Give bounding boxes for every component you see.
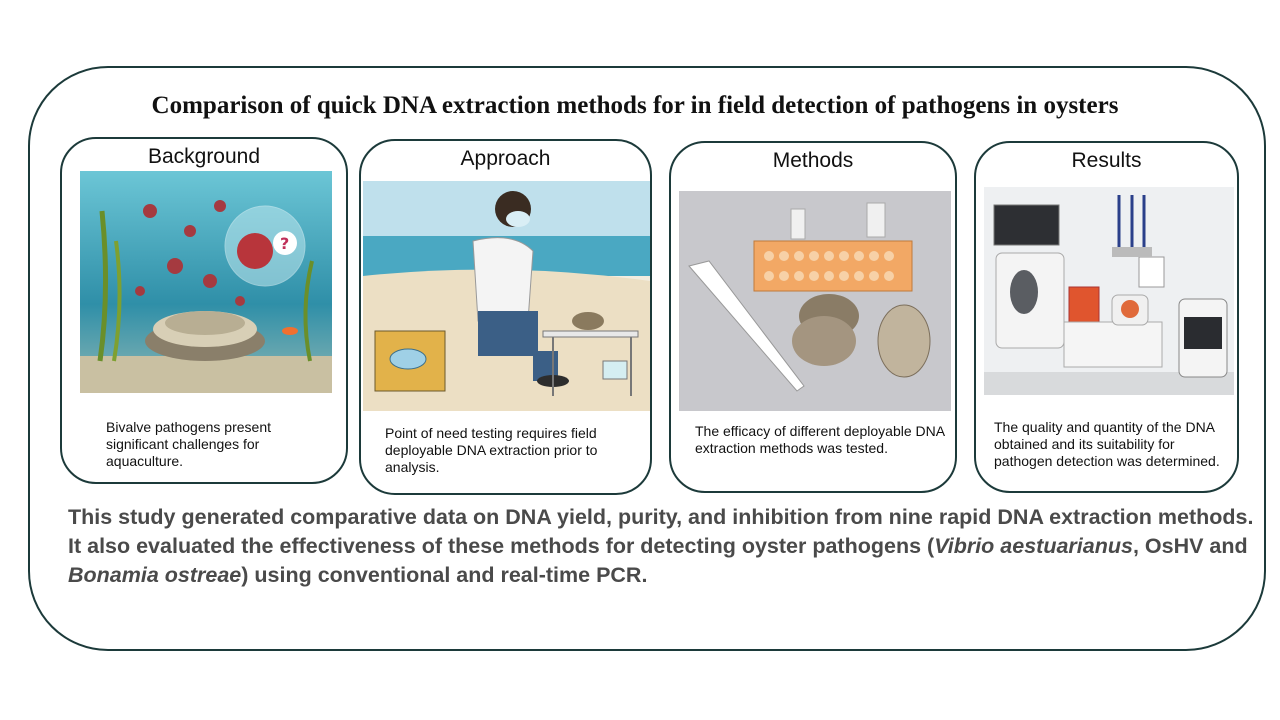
- panel-heading: Approach: [460, 147, 551, 170]
- lab-equipment-image: [984, 187, 1234, 395]
- panel-methods: [669, 141, 957, 493]
- summary-part3: ) using conventional and real-time PCR.: [241, 563, 648, 587]
- panel-caption: Bivalve pathogens present significant challenges for aquaculture.: [106, 419, 271, 469]
- scientist-on-beach-image: [363, 181, 650, 411]
- panel-caption: Point of need testing requires field deployable DNA extraction prior to analysis.: [385, 425, 598, 475]
- summary-text: [68, 503, 1258, 590]
- summary-part2: , OsHV and: [1132, 534, 1248, 558]
- panel-results: [974, 141, 1239, 493]
- svg-text:?: ?: [280, 234, 290, 253]
- oyster-underwater-image: [80, 171, 332, 393]
- pipette-and-oysters-image: [679, 191, 951, 411]
- species-bonamia: Bonamia ostreae: [68, 563, 242, 587]
- summary-part1: This study generated comparative data on DNA yield, purity, and inhibition from nine rapid DNA extraction methods. It also evaluated the effectiveness of these methods for detecting oyster pathogens (: [68, 505, 1254, 558]
- panel-background: [60, 137, 348, 484]
- panel-heading: Results: [1071, 149, 1142, 172]
- panel-caption: The quality and quantity of the DNA obtained and its suitability for pathogen detection was determined.: [994, 419, 1220, 469]
- page-title: Comparison of quick DNA extraction methods for in field detection of pathogens in oysters: [151, 92, 1119, 119]
- panel-caption: The efficacy of different deployable DNA extraction methods was tested.: [695, 423, 945, 456]
- panel-heading: Background: [147, 145, 261, 168]
- panel-approach: [359, 139, 652, 495]
- species-vibrio: Vibrio aestuarianus: [934, 534, 1133, 558]
- panel-heading: Methods: [772, 149, 854, 172]
